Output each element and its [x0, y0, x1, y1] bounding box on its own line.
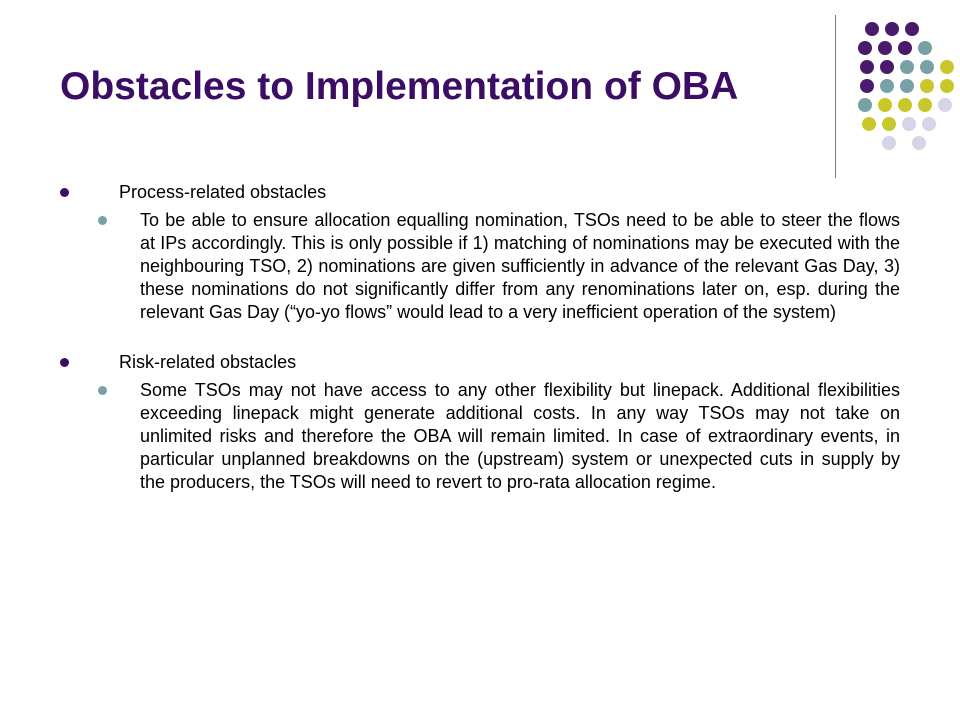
bullet-level2 [60, 379, 910, 494]
decorative-dot [882, 136, 896, 150]
bullet-level1 [60, 181, 910, 203]
bullet-dot-icon [60, 358, 69, 367]
decorative-dot [920, 79, 934, 93]
decorative-dot [858, 41, 872, 55]
vertical-divider [835, 15, 836, 178]
decorative-dot [880, 79, 894, 93]
decorative-dot [940, 60, 954, 74]
bullet-level1 [60, 351, 910, 373]
bullet-level2 [60, 209, 910, 324]
section-heading: Process-related obstacles [119, 182, 327, 202]
decorative-dot [920, 60, 934, 74]
decorative-dot [918, 41, 932, 55]
decorative-dot [912, 136, 926, 150]
decorative-dot [858, 98, 872, 112]
decorative-dot [860, 79, 874, 93]
decorative-dot [938, 98, 952, 112]
decorative-dot [885, 22, 899, 36]
decorative-dot [918, 98, 932, 112]
decorative-dot [862, 117, 876, 131]
decorative-dot [880, 60, 894, 74]
section-process-related [60, 181, 910, 324]
decorative-dot [882, 117, 896, 131]
bullet-dot-icon [98, 216, 107, 225]
bullet-dot-icon [60, 188, 69, 197]
slide-content [60, 181, 910, 521]
decorative-dot [940, 79, 954, 93]
slide-title: Obstacles to Implementation of OBA [60, 65, 739, 108]
decorative-dot [898, 41, 912, 55]
section-risk-related [60, 351, 910, 494]
decorative-dot [905, 22, 919, 36]
decorative-dot [878, 98, 892, 112]
decorative-dot [900, 60, 914, 74]
section-body: To be able to ensure allocation equalling nomination, TSOs need to be able to steer the flows at IPs accordingly. This is only possible if 1) matching of nominations may be executed with the neighbouring TSO, 2) nominations are given sufficiently in advance of the relevant Gas Day, 3) these nominations do not significantly differ from any renominations later on, esp. during the relevant Gas Day (“yo-yo flows” would lead to a very inefficient operation of the system) [140, 210, 900, 322]
decorative-dot [902, 117, 916, 131]
decorative-dot [900, 79, 914, 93]
decorative-dot [922, 117, 936, 131]
decorative-dot [878, 41, 892, 55]
section-heading: Risk-related obstacles [119, 352, 297, 372]
decorative-dot [865, 22, 879, 36]
bullet-dot-icon [98, 386, 107, 395]
decorative-dot [860, 60, 874, 74]
section-body: Some TSOs may not have access to any other flexibility but linepack. Additional flexibilities exceeding linepack might generate additional costs. In any way TSOs may not take on unlimited risks and therefore the OBA will remain limited. In case of extraordinary events, in particular unplanned breakdowns on the (upstream) system or unexpected cuts in supply by the producers, the TSOs will need to revert to pro-rata allocation regime. [140, 380, 900, 492]
decorative-dot [898, 98, 912, 112]
